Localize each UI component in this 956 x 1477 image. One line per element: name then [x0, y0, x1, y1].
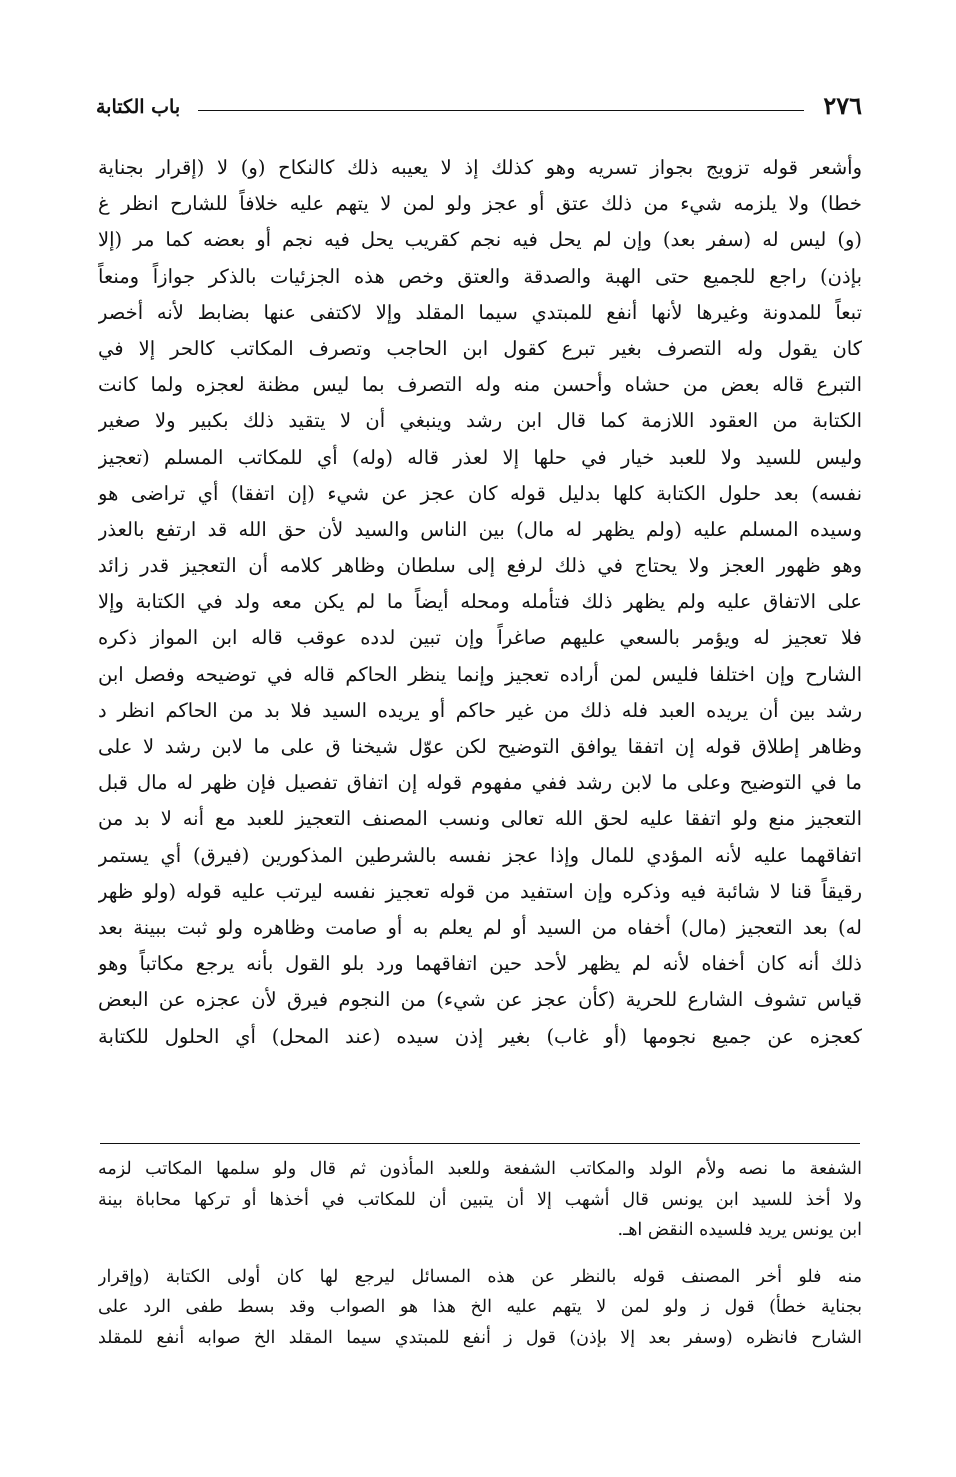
chapter-title: باب الكتابة — [96, 96, 181, 118]
text-line: ذلك أنه كان أخفاه لأنه لم يظهر لأحد حين اتفاقهما ورد بلو القول بأنه يرجع مكاتباً وهو — [98, 952, 862, 976]
text-line: الشارح وإن اختلفا فليس لمن أراده تعجيز وإنما ينظر الحاكم قاله في توضيحه وفصل ابن — [98, 662, 862, 686]
text-line: وليس للسيد ولا للعبد خيار في حلها إلا لعذر قاله (وله) أي للمكاتب المسلم (تعجيز — [98, 445, 862, 469]
text-line: تبعاً للمدونة وغيرها لأنها أنفع للمبتدي سيما المقلد وإلا لاكتفى عنها بضابط لأنه أخصر — [98, 300, 862, 324]
text-line: وهو ظهور العجز ولا يحتاج في ذلك لرفع إلى سلطان وظاهر كلامه أن التعجيز قدر زائد — [98, 554, 862, 578]
text-line: نفسه) بعد حلول الكتابة كلها بدليل قوله كان عجز عن شيء (إن اتفقا) أي تراضى هو — [98, 481, 862, 505]
text-line: كان يقول وله التصرف بغير تبرع كقول ابن الحاجب وتصرف المكاتب كالحر إلا في — [98, 336, 862, 360]
footnotes — [98, 1154, 862, 1353]
text-line: الكتابة من العقود اللازمة كما قال ابن رشد وينبغي أن لا يتقيد ذلك بكبير ولا صغير — [98, 409, 862, 433]
footnote-line: ابن يونس يريد فلسيده النقض اهـ. — [617, 1220, 862, 1240]
footnote-line: منه فلو أخر المصنف قوله بالنظر عن هذه المسائل ليرجع لها كان أولى الكتابة (وإقرار — [98, 1266, 862, 1287]
header-rule — [198, 110, 804, 111]
text-line: فلا تعجيز له ويؤمر بالسعي عليهم صاغراً وإن تبين لدده عوقب قاله ابن المواز ذكره — [98, 626, 862, 650]
main-text — [98, 150, 862, 1055]
footnote-line: الشفعة ما نصه ولأم الولد والمكاتب الشفعة وللعبد المأذون ثم قال ولو سلمها المكاتب لزمه — [98, 1159, 862, 1179]
footnote-line: الشارح فانظره (وسفر بعد إلا بإذن) قول ز أنفع للمبتدي سيما المقلد الخ صوابه أنفع للمقلد — [98, 1327, 862, 1348]
text-line: خطا) ولا يلزمه شيء من ذلك عتق أو عجز ولو لمن لا يتهم عليه خلافاً للشارح انظر غ — [98, 192, 862, 216]
footnote-separator — [100, 1143, 860, 1144]
text-line: رشد بين أن يريده العبد فله ذلك من غير حاكم أو يريده السيد فلا بد من الحاكم انظر د — [98, 698, 862, 722]
text-line: وأشعر قوله تزويج بجواز تسريه وهو كذلك إذ لا يعيبه ذلك كالنكاح (و) لا (إقرار بجناية — [98, 156, 862, 179]
page-number: ٢٧٦ — [823, 91, 862, 120]
text-line: وظاهر إطلاق قوله إن اتفقا يوافق التوضيح لكن عوّل شيخنا ق على ما لابن رشد لا على — [98, 735, 862, 758]
text-line: على الاتفاق عليه ولم يظهر ذلك فتأمله ومحله أيضاً ما لم يكن معه ولد في الكتابة وإلا — [98, 590, 862, 614]
footnote-line: ولا أخذ للسيد ابن يونس قال أشهب إلا أن يتبين أن للمكاتب في أخذها أو تركها محاباة بينة — [98, 1189, 862, 1210]
footnote-line: بجناية خطأ) قول ز ولو لمن لا يتهم عليه الخ هذا هو الصواب وقد بسط طفى الرد على — [98, 1297, 862, 1317]
text-line: ما في التوضيح وعلى ما لابن رشد ففي مفهوم قوله إن اتفاق تفصيل فإن ظهر له مال قبل — [98, 771, 862, 795]
text-line: كعجزه عن جميع نجومها (أو غاب) بغير إذن سيده (عند المحل) أي الحلول للكتابة — [98, 1024, 862, 1048]
text-line: له) بعد التعجيز (مال) أخفاه من السيد أو لم يعلم به أو صامت وظاهره ولو ثبت ببينة بعد — [98, 915, 862, 939]
text-line: اتفاقهما عليه لأنه المؤدي للمال وإذا عجز نفسه بالشرطين المذكورين (فيرق) أي يستمر — [98, 843, 862, 867]
text-line: التعجيز منع ولو اتفقا عليه لحق الله تعالى ونسب المصنف التعجيز للعبد مع أنه لا بد من — [98, 807, 862, 831]
text-line: (و) ليس له (سفر بعد) وإن لم يحل فيه نجم كقريب يحل فيه نجم أو بعضه كما مر (إلا — [98, 228, 862, 252]
text-line: التبرع قاله بعض من حشاه وأحسن منه وله التصرف بما ليس مظنة لعجزه ولما كانت — [98, 373, 862, 397]
page-header — [96, 92, 862, 122]
text-line: وسيده المسلم عليه (ولم يظهر له مال) بين الناس والسيد لأن حق الله قد ارتفع بالعذر — [98, 517, 862, 541]
text-line: رقيقاً قنا لا شائبة فيه وذكره وإن استفيد من قوله تعجيز نفسه ليرتب عليه قوله (ولو ظهر — [98, 879, 862, 903]
text-line: بإذن) راجع للجميع حتى الهبة والصدقة والعتق وخص هذه الجزئيات بالذكر جوازاً ومنعاً — [98, 264, 862, 288]
text-line: قياس تشوف الشارع للحرية (كأن عجز عن شيء) من النجوم فيرق لأن عجزه عن البعض — [98, 988, 862, 1012]
